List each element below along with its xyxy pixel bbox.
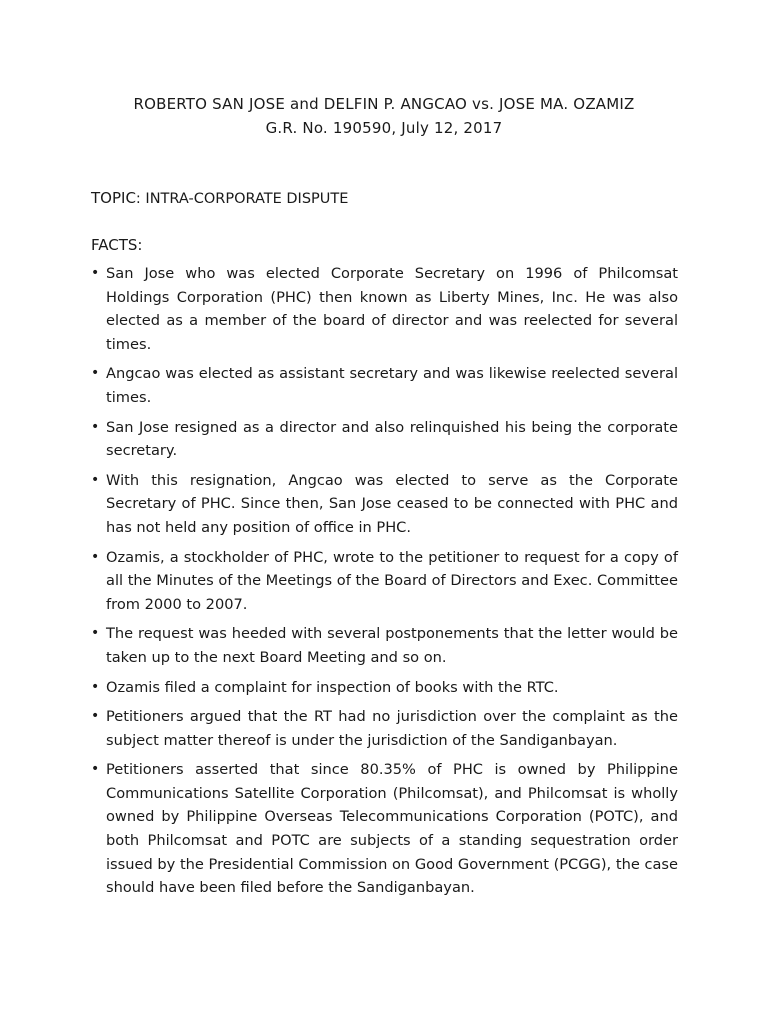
fact-item	[91, 362, 678, 409]
facts-heading-colon: :	[137, 236, 143, 254]
bullet-icon: •	[91, 365, 100, 382]
fact-text: San Jose who was elected Corporate Secretary on 1996 of Philcomsat Holdings Corporation (PHC) then known as Liberty Mines, Inc. He was also elected as a member of the board of director and was reelected for several times.	[106, 265, 678, 353]
fact-text: The request was heeded with several postponements that the letter would be taken up to the next Board Meeting and so on.	[106, 625, 678, 666]
case-citation: G.R. No. 190590, July 12, 2017	[265, 119, 503, 137]
topic-line	[91, 186, 348, 211]
fact-text: Petitioners argued that the RT had no jurisdiction over the complaint as the subject matter thereof is under the jurisdiction of the Sandiganbayan.	[106, 708, 678, 749]
facts-list	[91, 262, 678, 906]
fact-item	[91, 676, 678, 700]
bullet-icon: •	[91, 548, 100, 565]
fact-text: Angcao was elected as assistant secretary and was likewise reelected several times.	[106, 365, 678, 406]
fact-item	[91, 416, 678, 463]
fact-item	[91, 546, 678, 617]
topic-label: TOPIC	[91, 189, 136, 207]
fact-text: Ozamis, a stockholder of PHC, wrote to the petitioner to request for a copy of all the Minutes of the Meetings of the Board of Directors and Exec. Committee from 2000 to 2007.	[106, 548, 678, 613]
facts-heading-label: FACTS	[91, 236, 138, 254]
fact-text: Petitioners asserted that since 80.35% of PHC is owned by Philippine Communications Satellite Corporation (Philcomsat), and Philcomsat is wholly owned by Philippine Overseas Telecommunications Corporation (POTC), and both Philcomsat and POTC are subjects of a standing sequestration order issued by the Presidential Commission on Good Government (PCGG), the case should have been filed before the Sandiganbayan.	[106, 761, 678, 897]
fact-item	[91, 469, 678, 540]
fact-item	[91, 622, 678, 669]
facts-heading	[91, 233, 142, 257]
fact-text: San Jose resigned as a director and also relinquished his being the corporate secretary.	[106, 418, 678, 460]
bullet-icon: •	[91, 678, 100, 695]
bullet-icon: •	[91, 625, 100, 642]
fact-item	[91, 705, 678, 752]
fact-text: Ozamis filed a complaint for inspection of books with the RTC.	[106, 678, 559, 696]
bullet-icon: •	[91, 708, 100, 725]
topic-value: : INTRA-CORPORATE DISPUTE	[135, 191, 349, 207]
case-title: ROBERTO SAN JOSE and DELFIN P. ANGCAO vs. JOSE MA. OZAMIZ	[133, 95, 635, 113]
bullet-icon: •	[91, 761, 100, 778]
bullet-icon: •	[91, 265, 100, 281]
fact-text: With this resignation, Angcao was elected to serve as the Corporate Secretary of PHC. Since then, San Jose ceased to be connected with PHC and has not held any position of office in PHC.	[106, 471, 678, 536]
fact-item	[91, 758, 678, 900]
bullet-icon: •	[91, 471, 100, 488]
bullet-icon: •	[91, 418, 100, 435]
fact-item	[91, 262, 678, 356]
